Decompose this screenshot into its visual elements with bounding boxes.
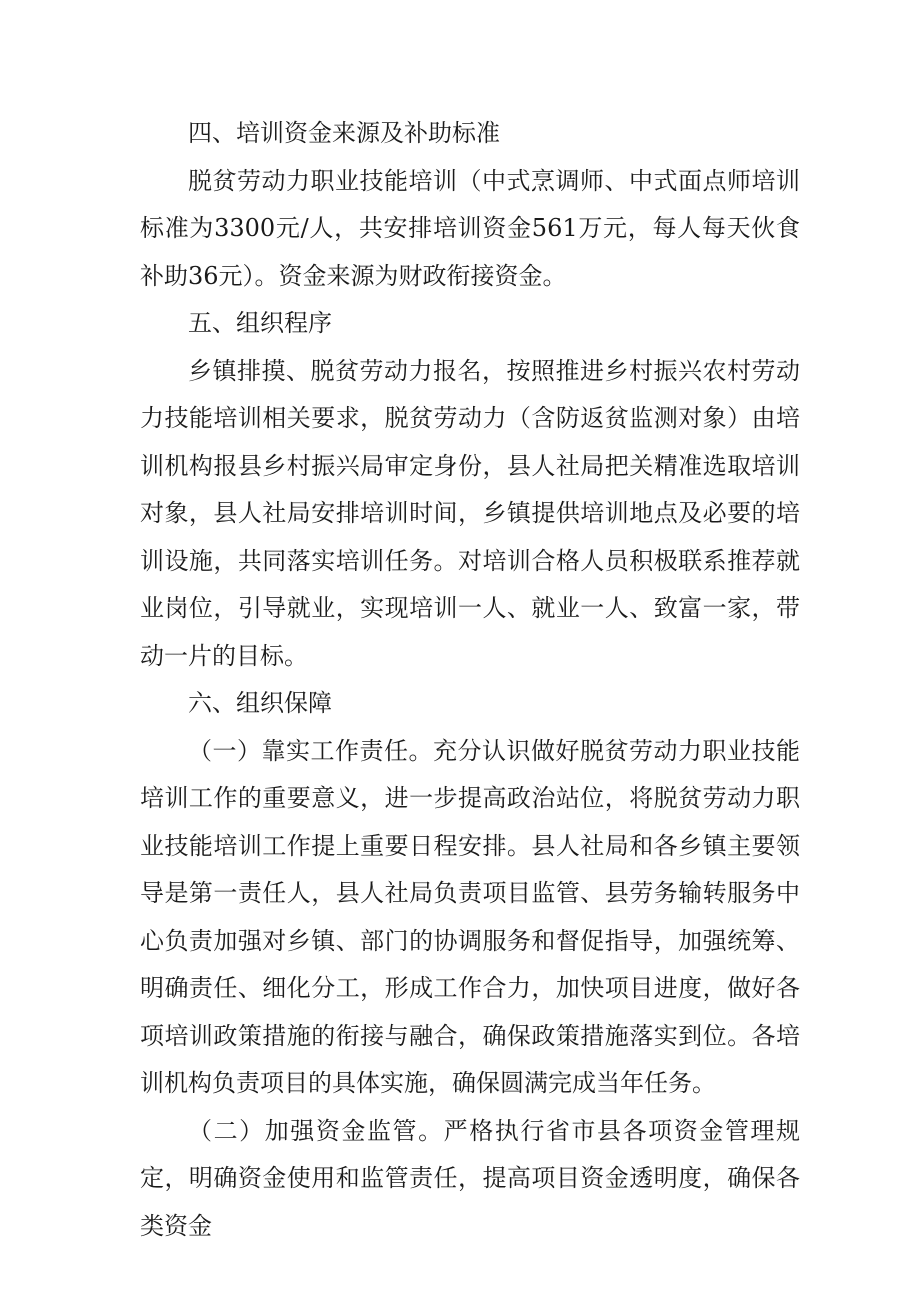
paragraph-funding: 脱贫劳动力职业技能培训（中式烹调师、中式面点师培训标准为3300元/人，共安排培训资金561万元，每人每天伙食补助36元）。资金来源为财政衔接资金。 (140, 166, 800, 290)
paragraph-procedure: 乡镇排摸、脱贫劳动力报名，按照推进乡村振兴农村劳动力技能培训相关要求，脱贫劳动力（含防返贫监测对象）由培训机构报县乡村振兴局审定身份，县人社局把关精准选取培训对象，县人社局安排培训时间，乡镇提供培训地点及必要的培训设施，共同落实培训任务。对培训合格人员积极联系推荐就业岗位，引导就业，实现培训一人、就业一人、致富一家，带动一片的目标。 (140, 356, 800, 670)
document-body (140, 110, 800, 1250)
section-heading-funding: 四、培训资金来源及补助标准 (188, 119, 500, 147)
paragraph-responsibility: （一）靠实工作责任。充分认识做好脱贫劳动力职业技能培训工作的重要意义，进一步提高政治站位，将脱贫劳动力职业技能培训工作提上重要日程安排。县人社局和各乡镇主要领导是第一责任人，县人社局负责项目监管、县劳务输转服务中心负责加强对乡镇、部门的协调服务和督促指导，加强统筹、明确责任、细化分工，形成工作合力，加快项目进度，做好各项培训政策措施的衔接与融合，确保政策措施落实到位。各培训机构负责项目的具体实施，确保圆满完成当年任务。 (140, 736, 800, 1097)
paragraph-fund-supervision: （二）加强资金监管。严格执行省市县各项资金管理规定，明确资金使用和监管责任，提高项目资金透明度，确保各类资金 (140, 1116, 800, 1240)
section-heading-guarantee: 六、组织保障 (188, 689, 332, 717)
section-heading-procedure: 五、组织程序 (188, 309, 332, 337)
